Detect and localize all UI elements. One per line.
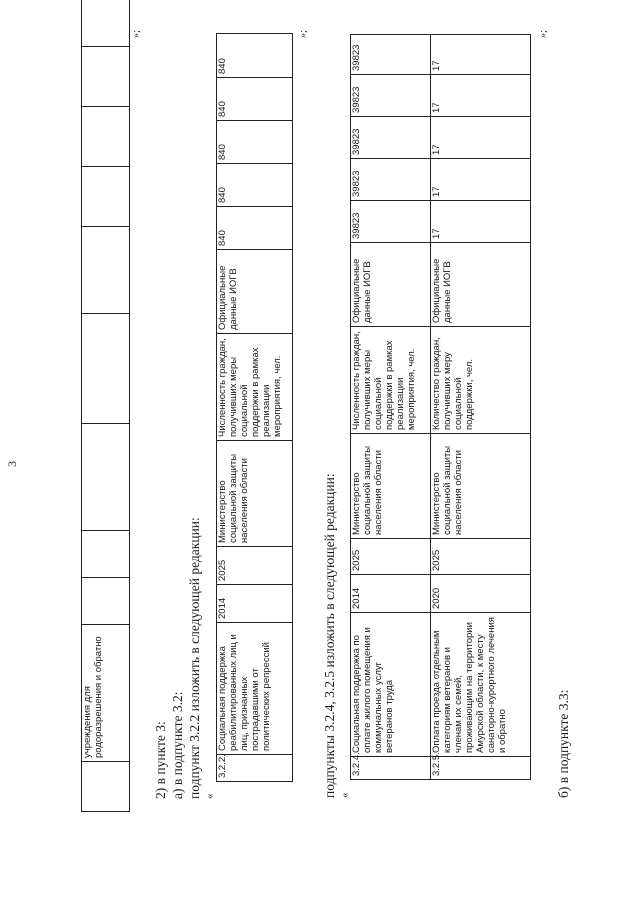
cell-exec [82, 424, 130, 531]
cell-v5: 17 [431, 35, 531, 75]
table-row [217, 34, 293, 782]
cell-v5: 840 [217, 34, 293, 78]
table-row [351, 35, 431, 780]
cell-start: 2014 [217, 585, 293, 623]
cell-num: 3.2.2. [217, 755, 293, 782]
cell-v5: 39823 [351, 35, 431, 75]
cell-v2: 39823 [351, 159, 431, 201]
table-3-2-2 [216, 33, 293, 782]
table-row [82, 0, 130, 812]
table-3-2-4-5 [350, 34, 531, 780]
cell-indicator [82, 314, 130, 424]
cell-source: Официальные данные ИОГВ [351, 243, 431, 327]
open-quote-2: « [339, 792, 351, 798]
cell-exec: Министерство социальной защиты населения области [431, 434, 531, 539]
cell-end: 2025 [351, 539, 431, 575]
cell-v4: 17 [431, 75, 531, 117]
table1-closer: »; [298, 30, 309, 38]
cell-indicator: Численность граждан, получивших меры социальной поддержки в рамках реализации мероприятия, чел. [217, 334, 293, 441]
cell-name: Оплата проезда отдельным категориям ветеранов и членам их семей, проживающим на территории Амурской области, к месту санаторно-курортного лечения и обратно [431, 613, 531, 757]
cell-source [82, 227, 130, 314]
cell-source: Официальные данные ИОГВ [217, 250, 293, 334]
section-subitems: подпункты 3.2.4, 3.2.5 изложить в следующей редакции: [322, 473, 337, 798]
cell-name: Социальная поддержка по оплате жилого помещения и коммунальных услуг ветеранов труда [351, 613, 431, 757]
cell-name: Социальная поддержка реабилитированных лиц и лиц, признанных пострадавшими от политических репрессий [217, 623, 293, 755]
cell-v3 [82, 47, 130, 107]
cell-exec: Министерство социальной защиты населения области [217, 441, 293, 547]
cell-v2 [82, 107, 130, 167]
cell-v2: 17 [431, 159, 531, 201]
cell-v4: 39823 [351, 75, 431, 117]
cell-v3: 840 [217, 121, 293, 164]
cell-source: Официальные данные ИОГВ [431, 243, 531, 327]
section-2a-instruction: подпункт 3.2.2 изложить в следующей редакции: [187, 517, 202, 799]
cell-num: 3.2.4. [351, 757, 431, 780]
cell-v4: 840 [217, 78, 293, 121]
table-row [431, 35, 531, 780]
section-2b: б) в подпункте 3.3: [556, 689, 571, 798]
cell-name: учреждения для родоразрешения и обратно [82, 625, 130, 762]
section-2: 2) в пункте 3: [153, 721, 168, 799]
cell-start: 2020 [431, 575, 531, 613]
cell-v3: 39823 [351, 117, 431, 159]
cell-exec: Министерство социальной защиты населения области [351, 434, 431, 539]
cell-indicator: Количество граждан, получивших меру социальной поддержки, чел. [431, 327, 531, 434]
section-2a: а) в подпункте 3.2: [170, 691, 185, 799]
open-quote-1: « [204, 793, 216, 799]
cell-end [82, 531, 130, 578]
cell-end: 2025 [217, 547, 293, 585]
table-continuation [81, 0, 130, 812]
cell-v1 [82, 167, 130, 227]
cell-v1: 17 [431, 201, 531, 243]
cell-num: 3.2.5. [431, 757, 531, 780]
cell-v2: 840 [217, 164, 293, 207]
cell-v4 [82, 0, 130, 47]
page-number: 3 [5, 461, 19, 467]
cell-num [82, 762, 130, 812]
cell-v1: 39823 [351, 201, 431, 243]
cell-start [82, 578, 130, 625]
cell-end: 2025 [431, 539, 531, 575]
cell-v1: 840 [217, 207, 293, 250]
table2-closer: »; [538, 30, 549, 38]
table0-closer: »; [131, 30, 142, 38]
cell-v3: 17 [431, 117, 531, 159]
cell-indicator: Численность граждан, получивших меры социальной поддержки в рамках реализации мероприятия, чел. [351, 327, 431, 434]
cell-start: 2014 [351, 575, 431, 613]
